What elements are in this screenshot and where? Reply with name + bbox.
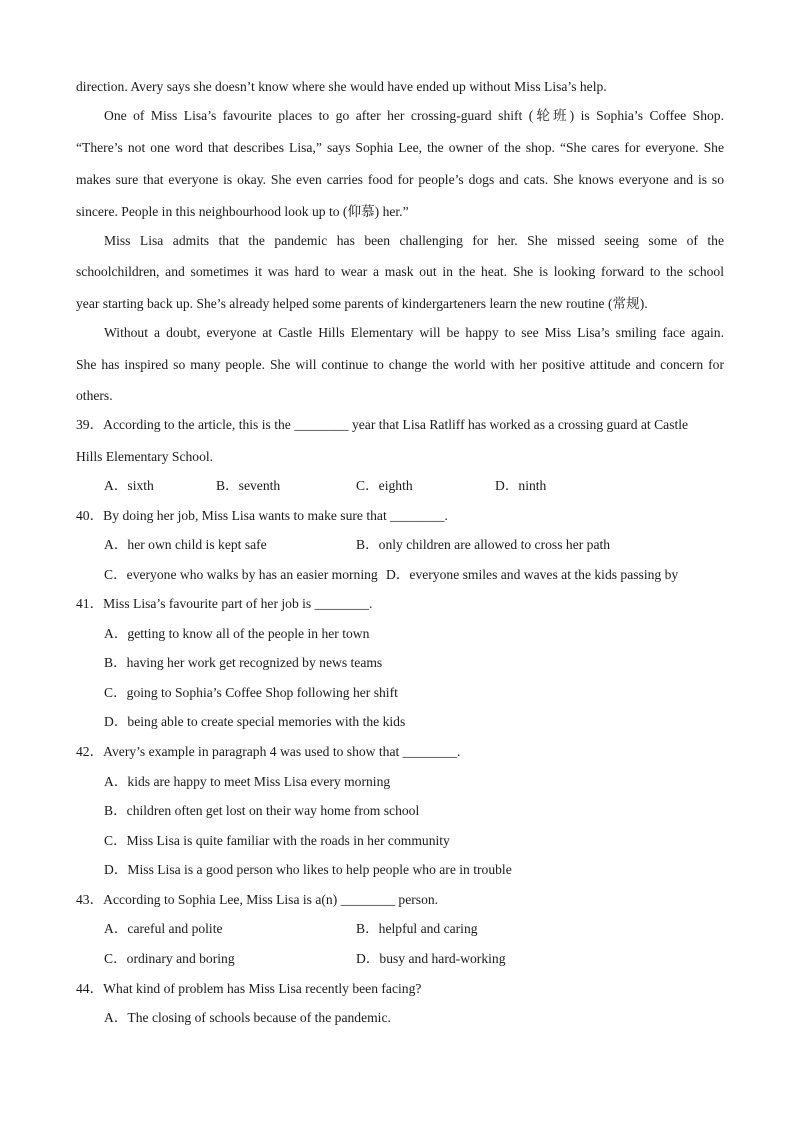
option-a[interactable]: A．careful and polite	[104, 921, 223, 936]
passage-line: Miss Lisa admits that the pandemic has been challenging for her. She missed seeing some of the	[104, 233, 724, 248]
question-stem: 39．According to the article, this is the ________ year that Lisa Ratliff has worked as a crossing guard at Castle	[76, 417, 689, 432]
question-stem: 44．What kind of problem has Miss Lisa recently been facing?	[76, 981, 422, 996]
passage-line: year starting back up. She’s already helped some parents of kindergarteners learn the new routine (常规).	[76, 296, 648, 311]
option-a[interactable]: A．her own child is kept safe	[104, 537, 267, 552]
passage-line: One of Miss Lisa’s favourite places to go after her crossing-guard shift (轮班) is Sophia’s Coffee Shop.	[104, 108, 724, 123]
option-d[interactable]: D．being able to create special memories with the kids	[104, 714, 406, 729]
option-b[interactable]: B．only children are allowed to cross her path	[356, 537, 611, 552]
passage-line: Without a doubt, everyone at Castle Hills Elementary will be happy to see Miss Lisa’s smiling face again.	[104, 325, 724, 340]
question-stem: 43．According to Sophia Lee, Miss Lisa is a(n) ________ person.	[76, 892, 439, 907]
passage-line: direction. Avery says she doesn’t know where she would have ended up without Miss Lisa’s help.	[76, 79, 607, 94]
option-c[interactable]: C．going to Sophia’s Coffee Shop following her shift	[104, 685, 398, 700]
passage-line: makes sure that everyone is okay. She even carries food for people’s dogs and cats. She knows everyone and is so	[76, 172, 724, 187]
option-a[interactable]: A．sixth	[104, 478, 154, 493]
passage-line: sincere. People in this neighbourhood look up to (仰慕) her.”	[76, 204, 409, 219]
option-a[interactable]: A．getting to know all of the people in her town	[104, 626, 370, 641]
passage-line: schoolchildren, and sometimes it was hard to wear a mask out in the heat. She is looking forward to the school	[76, 264, 724, 279]
option-b[interactable]: B．children often get lost on their way home from school	[104, 803, 420, 818]
option-c[interactable]: C．ordinary and boring	[104, 951, 235, 966]
option-b[interactable]: B．having her work get recognized by news teams	[104, 655, 383, 670]
option-b[interactable]: B．helpful and caring	[356, 921, 478, 936]
passage-line: others.	[76, 388, 113, 403]
option-c[interactable]: C．eighth	[356, 478, 413, 493]
option-b[interactable]: B．seventh	[216, 478, 281, 493]
option-d[interactable]: D．busy and hard-working	[356, 951, 506, 966]
option-a[interactable]: A．kids are happy to meet Miss Lisa every morning	[104, 774, 391, 789]
option-d[interactable]: D．Miss Lisa is a good person who likes to help people who are in trouble	[104, 862, 512, 877]
passage-line: “There’s not one word that describes Lisa,” says Sophia Lee, the owner of the shop. “She cares for everyone. She	[76, 140, 724, 155]
question-stem: 40．By doing her job, Miss Lisa wants to make sure that ________.	[76, 508, 448, 523]
option-c[interactable]: C．everyone who walks by has an easier morning	[104, 567, 378, 582]
question-stem: 41．Miss Lisa’s favourite part of her job is ________.	[76, 596, 373, 611]
question-stem-continued: Hills Elementary School.	[76, 449, 214, 464]
question-stem: 42．Avery’s example in paragraph 4 was used to show that ________.	[76, 744, 461, 759]
option-d[interactable]: D．ninth	[495, 478, 547, 493]
passage-line: She has inspired so many people. She will continue to change the world with her positive attitude and concern for	[76, 357, 724, 372]
option-a[interactable]: A．The closing of schools because of the pandemic.	[104, 1010, 391, 1025]
option-c[interactable]: C．Miss Lisa is quite familiar with the roads in her community	[104, 833, 450, 848]
option-d[interactable]: D．everyone smiles and waves at the kids passing by	[386, 567, 679, 582]
